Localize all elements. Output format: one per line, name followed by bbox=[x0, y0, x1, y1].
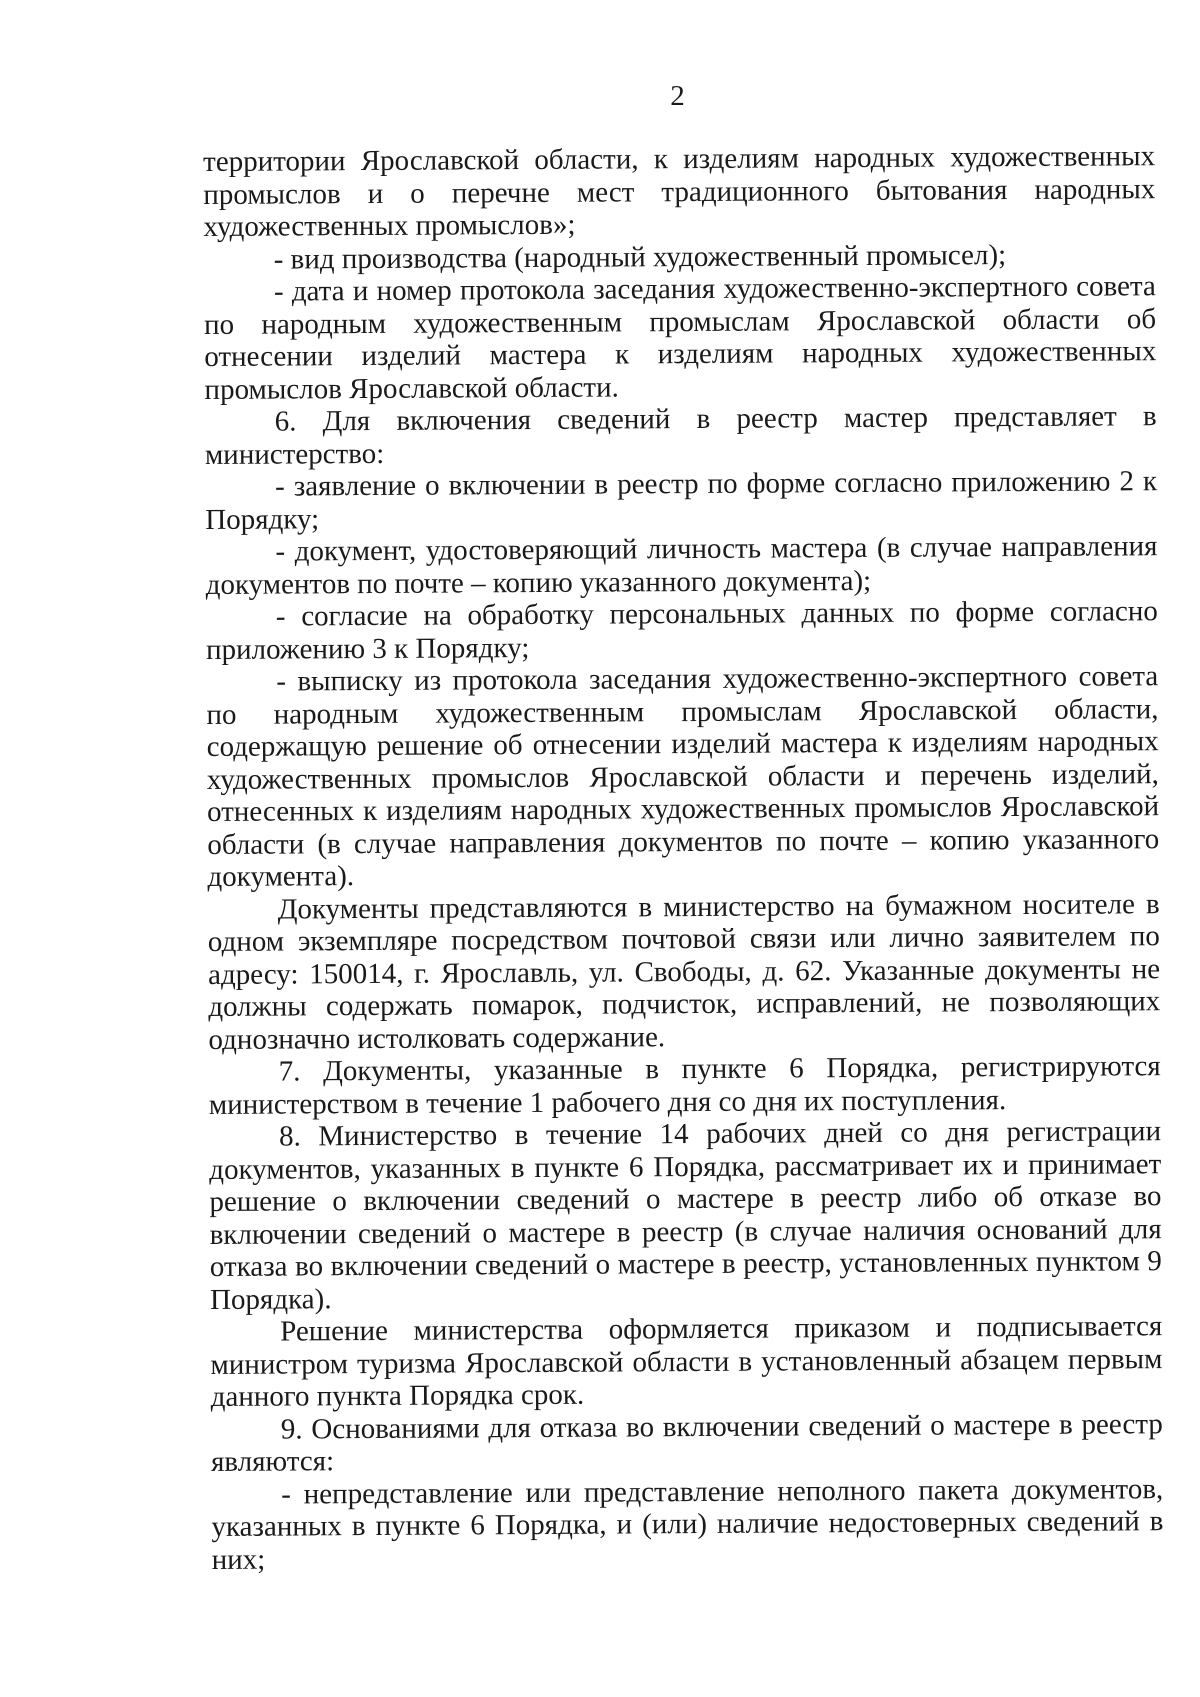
list-item-personal-data-consent: - согласие на обработку персональных данных по форме согласно приложению 3 к Порядку; bbox=[205, 595, 1158, 666]
list-item-identity-document: - документ, удостоверяющий личность мастера (в случае направления документов по почте – копию указанного документа); bbox=[205, 530, 1158, 601]
list-item-application: - заявление о включении в реестр по форме согласно приложению 2 к Порядку; bbox=[205, 465, 1158, 536]
list-item-production-type: - вид производства (народный художественный промысел); bbox=[273, 238, 1007, 276]
list-item-incomplete-documents: - непредставление или представление неполного пакета документов, указанных в пункте 6 Порядка, и (или) наличие недостоверных сведений в них; bbox=[211, 1472, 1164, 1576]
list-item-protocol-extract: - выписку из протокола заседания художественно-экспертного совета по народным художественным промыслам Ярославской области, содержащую решение об отнесении изделий мастера к изделиям народных художественных промыслов Ярославской области и перечень изделий, отнесенных к изделиям народных художественных промыслов Ярославской области (в случае направления документов по почте – копию указанного документа). bbox=[206, 660, 1160, 893]
paragraph-decision: Решение министерства оформляется приказом и подписывается министром туризма Ярославской области в установленный абзацем первым данного пункта Порядка срок. bbox=[210, 1310, 1163, 1413]
document-body bbox=[203, 140, 1164, 1576]
clause-9: 9. Основаниями для отказа во включении сведений о мастере в реестр являются: bbox=[210, 1407, 1163, 1478]
clause-6: 6. Для включения сведений в реестр мастер представляет в министерство: bbox=[204, 400, 1157, 471]
clause-7: 7. Документы, указанные в пункте 6 Порядка, регистрируются министерством в течение 1 рабочего дня со дня их поступления. bbox=[208, 1050, 1161, 1121]
page-number: 2 bbox=[670, 80, 685, 112]
paragraph-continuation: территории Ярославской области, к изделиям народных художественных промыслов и о перечне мест традиционного бытования народных художественных промыслов»; bbox=[203, 140, 1156, 243]
clause-8: 8. Министерство в течение 14 рабочих дней со дня регистрации документов, указанных в пункте 6 Порядка, рассматривает их и принимает решение о включении сведений о мастере в реестр либо об отказе во включении сведений о мастере в реестр (в случае наличия оснований для отказа во включении сведений о мастере в реестр, установленных пунктом 9 Порядка). bbox=[209, 1115, 1162, 1316]
paragraph-documents-submission: Документы представляются в министерство на бумажном носителе в одном экземпляре посредством почтовой связи или лично заявителем по адресу: 150014, г. Ярославль, ул. Свободы, д. 62. Указанные документы не должны содержать помарок, подчисток, исправлений, не позволяющих однозначно истолковать содержание. bbox=[207, 887, 1161, 1056]
list-item-protocol-date: - дата и номер протокола заседания художественно-экспертного совета по народным художественным промыслам Ярославской области об отнесении изделий мастера к изделиям народных художественных промыслов Ярославской области. bbox=[203, 270, 1157, 406]
